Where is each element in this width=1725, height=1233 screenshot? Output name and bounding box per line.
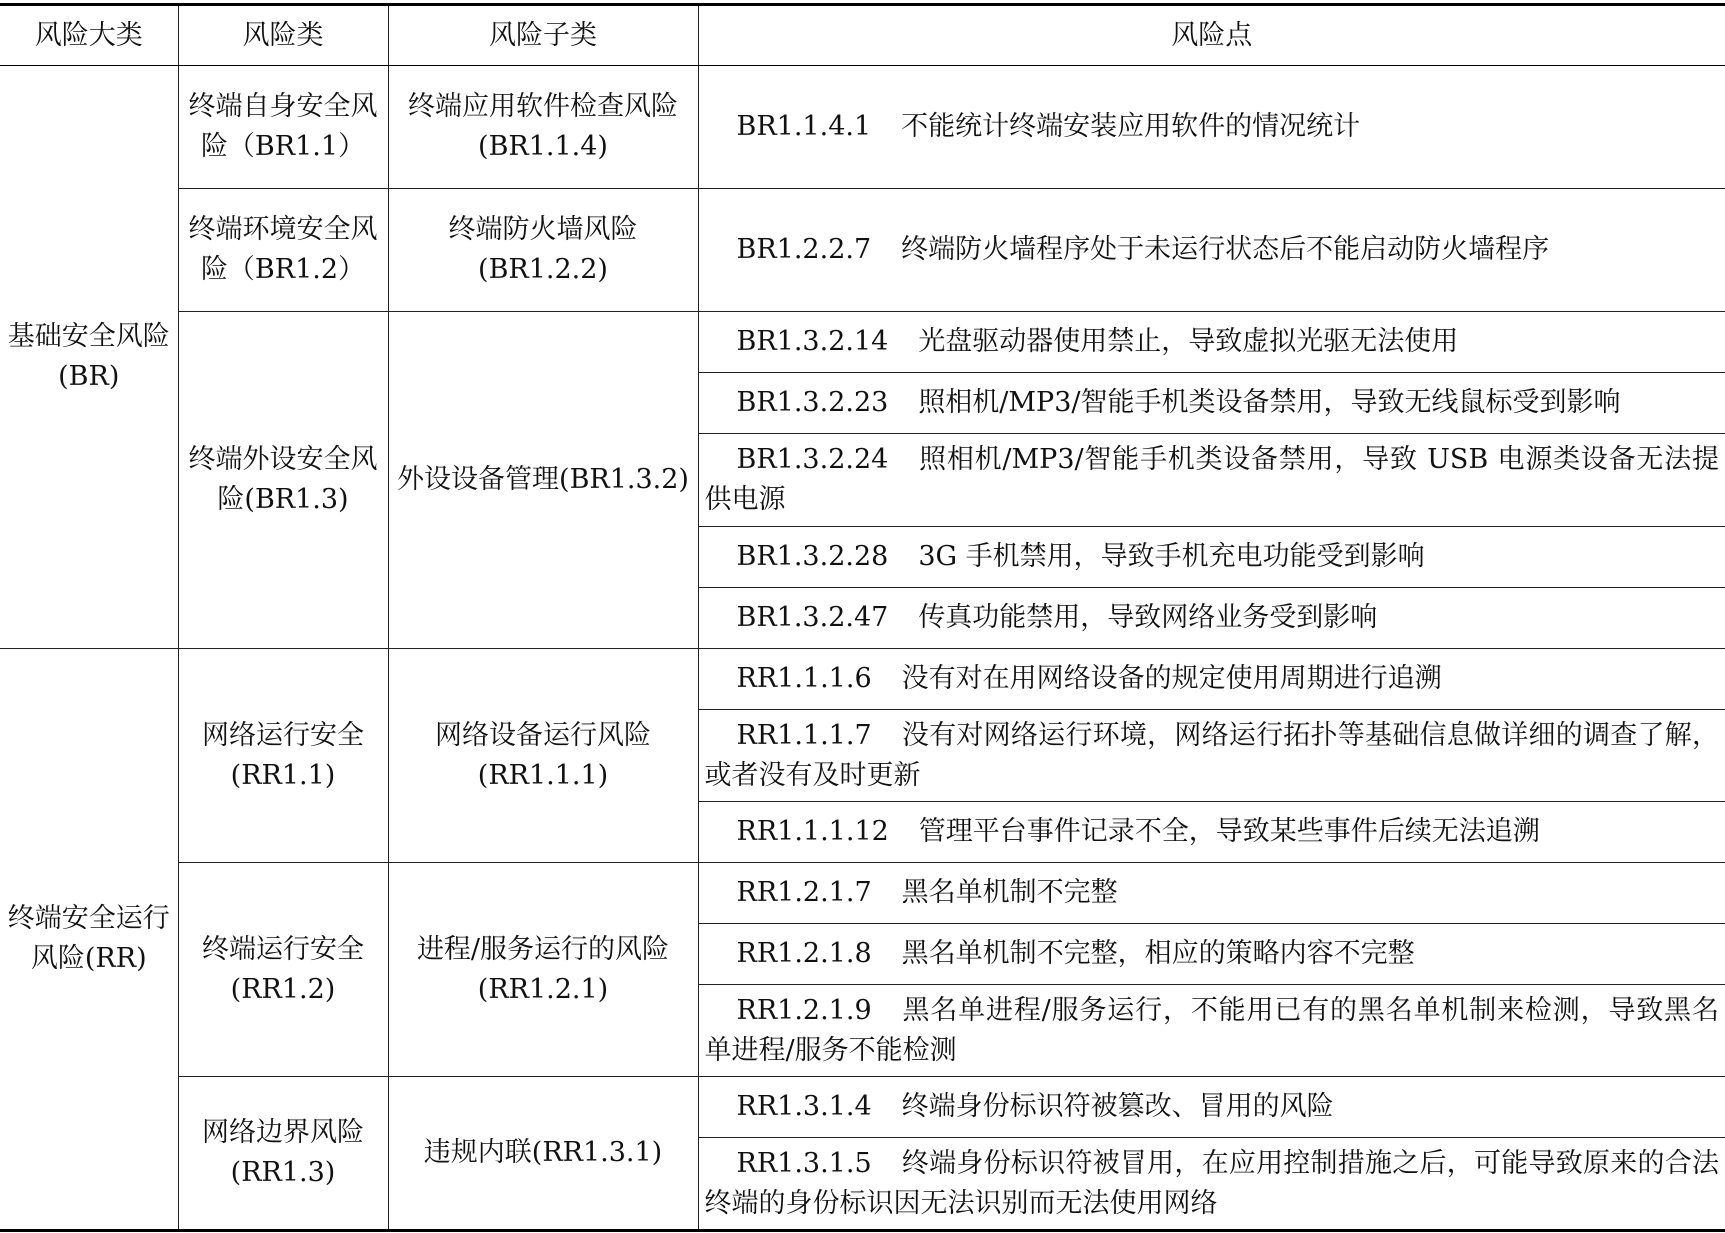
class-br12: 终端环境安全风险（BR1.2） [178,189,388,312]
risk-point-text: 传真功能禁用，导致网络业务受到影响 [918,602,1378,633]
risk-point [698,373,1725,434]
table-row [0,649,1725,710]
table-row [0,863,1725,924]
risk-point-code: RR1.1.1.6 [736,663,872,694]
risk-point-code: BR1.3.2.14 [736,326,889,357]
header-class: 风险类 [178,5,388,66]
subclass-rr131: 违规内联(RR1.3.1) [388,1077,698,1231]
risk-point-text: 照相机/MP3/智能手机类设备禁用，导致 USB 电源类设备无法提供电源 [704,444,1719,515]
risk-point [698,710,1725,802]
risk-point-code: RR1.1.1.12 [736,816,889,847]
risk-point-code: BR1.3.2.24 [736,444,889,475]
risk-point-code: BR1.3.2.28 [736,541,889,572]
risk-point [698,66,1725,189]
risk-table [0,3,1725,1232]
subclass-br132: 外设设备管理(BR1.3.2) [388,312,698,649]
subclass-br114: 终端应用软件检查风险(BR1.1.4) [388,66,698,189]
risk-point-text: 照相机/MP3/智能手机类设备禁用，导致无线鼠标受到影响 [918,387,1621,418]
category-rr: 终端安全运行风险(RR) [0,649,178,1231]
risk-point-code: BR1.3.2.23 [736,387,889,418]
class-rr13: 网络边界风险(RR1.3) [178,1077,388,1231]
risk-point-code: BR1.1.4.1 [736,111,872,142]
risk-point [698,1077,1725,1138]
risk-point-text: 光盘驱动器使用禁止，导致虚拟光驱无法使用 [918,326,1459,357]
risk-point-text: 终端身份标识符被篡改、冒用的风险 [901,1091,1334,1122]
header-category: 风险大类 [0,5,178,66]
risk-point-text: 黑名单机制不完整 [901,877,1118,908]
class-rr12: 终端运行安全(RR1.2) [178,863,388,1077]
risk-point-code: RR1.3.1.4 [736,1091,872,1122]
risk-point-text: 黑名单进程/服务运行，不能用已有的黑名单机制来检测，导致黑名单进程/服务不能检测 [704,994,1719,1066]
risk-point [698,985,1725,1077]
risk-point-code: RR1.1.1.7 [736,719,872,751]
risk-point [698,649,1725,710]
risk-point-code: RR1.2.1.9 [736,994,872,1026]
risk-point [698,189,1725,312]
risk-point-code: RR1.3.1.5 [736,1147,872,1179]
risk-point-code: BR1.2.2.7 [736,234,872,265]
category-br: 基础安全风险(BR) [0,66,178,649]
risk-point-text: 没有对在用网络设备的规定使用周期进行追溯 [901,663,1442,694]
risk-point-text: 3G 手机禁用，导致手机充电功能受到影响 [918,541,1425,572]
subclass-br122: 终端防火墙风险(BR1.2.2) [388,189,698,312]
risk-point-text: 终端防火墙程序处于未运行状态后不能启动防火墙程序 [901,234,1550,265]
risk-point-text: 终端身份标识符被冒用，在应用控制措施之后，可能导致原来的合法终端的身份标识因无法识别而无法使用网络 [704,1147,1719,1219]
header-row [0,5,1725,66]
risk-point [698,588,1725,649]
class-br13: 终端外设安全风险(BR1.3) [178,312,388,649]
header-risk-point: 风险点 [698,5,1725,66]
risk-point-text: 管理平台事件记录不全，导致某些事件后续无法追溯 [918,816,1540,847]
class-rr11: 网络运行安全(RR1.1) [178,649,388,863]
risk-point-text: 不能统计终端安装应用软件的情况统计 [901,111,1361,142]
risk-point [698,527,1725,588]
table-row [0,312,1725,373]
risk-point-text: 没有对网络运行环境，网络运行拓扑等基础信息做详细的调查了解，或者没有及时更新 [704,719,1719,791]
risk-point [698,924,1725,985]
risk-point-text: 黑名单机制不完整，相应的策略内容不完整 [901,938,1415,969]
header-subclass: 风险子类 [388,5,698,66]
risk-point-code: BR1.3.2.47 [736,602,889,633]
risk-point-code: RR1.2.1.8 [736,938,872,969]
table-row [0,1077,1725,1138]
subclass-rr111: 网络设备运行风险(RR1.1.1) [388,649,698,863]
table-row [0,189,1725,312]
risk-point [698,1138,1725,1231]
risk-point [698,863,1725,924]
risk-point [698,312,1725,373]
table-row [0,66,1725,189]
class-br11: 终端自身安全风险（BR1.1） [178,66,388,189]
subclass-rr121: 进程/服务运行的风险(RR1.2.1) [388,863,698,1077]
risk-point [698,802,1725,863]
risk-point-code: RR1.2.1.7 [736,877,872,908]
risk-point [698,434,1725,527]
